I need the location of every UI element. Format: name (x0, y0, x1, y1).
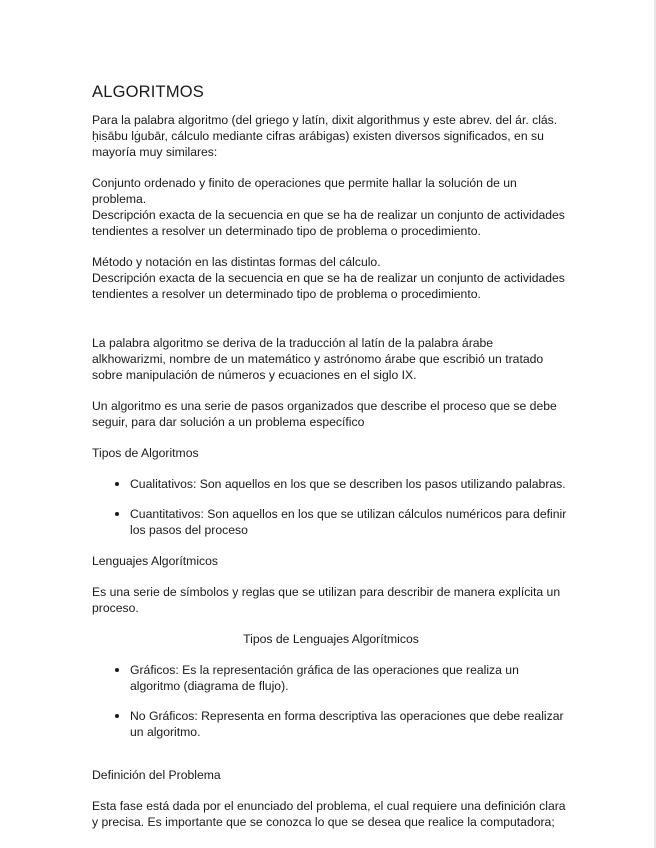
intro-paragraph: Para la palabra algoritmo (del griego y latín, dixit algorithmus y este abrev. del ár. clás. ḥisābu lġubār, cálculo mediante cifras arábigas) existen diversos significados, en su mayoría muy similares: (92, 113, 558, 159)
bullet-icon (115, 714, 119, 718)
list-item-text: Gráficos: Es la representación gráfica de las operaciones que realiza un algoritmo (diagrama de flujo). (130, 663, 519, 693)
bullet-icon (115, 668, 119, 672)
etymology-paragraph: La palabra algoritmo se deriva de la traducción al latín de la palabra árabe alkhowarizmi, nombre de un matemático y astrónomo árabe que escribió un tratado sobre manipulación de números y ecuaciones en el siglo IX. (92, 336, 544, 382)
list-item (92, 662, 570, 694)
languages-heading: Lenguajes Algorítmicos (92, 554, 219, 568)
document-body (92, 82, 570, 830)
list-item (92, 506, 570, 538)
problem-heading: Definición del Problema (92, 768, 221, 782)
bullet-icon (115, 512, 119, 516)
definition-4: Descripción exacta de la secuencia en que se ha de realizar un conjunto de actividades tendientes a resolver un determinado tipo de problema o procedimiento. (92, 271, 565, 301)
list-item-text: Cuantitativos: Son aquellos en los que se utilizan cálculos numéricos para definir los pasos del proceso (130, 507, 567, 537)
bullet-icon (115, 482, 119, 486)
language-types-heading: Tipos de Lenguajes Algorítmicos (243, 632, 419, 646)
list-item (92, 708, 570, 740)
definition-1: Conjunto ordenado y finito de operaciones que permite hallar la solución de un problema. (92, 176, 517, 206)
list-item-text: Cualitativos: Son aquellos en los que se describen los pasos utilizando palabras. (130, 477, 566, 491)
algorithm-definition: Un algoritmo es una serie de pasos organizados que describe el proceso que se debe seguir, para dar solución a un problema específico (92, 399, 557, 429)
types-list (92, 476, 570, 538)
page-title: ALGORITMOS (92, 83, 205, 101)
list-item (92, 476, 570, 492)
types-heading: Tipos de Algoritmos (92, 446, 199, 460)
definition-3: Método y notación en las distintas formas del cálculo. (92, 255, 381, 269)
problem-paragraph: Esta fase está dada por el enunciado del problema, el cual requiere una definición clara y precisa. Es importante que se conozca lo que se desea que realice la computadora; (92, 799, 566, 829)
list-item-text: No Gráficos: Representa en forma descriptiva las operaciones que debe realizar un algoritmo. (130, 709, 564, 739)
definition-2: Descripción exacta de la secuencia en que se ha de realizar un conjunto de actividades tendientes a resolver un determinado tipo de problema o procedimiento. (92, 208, 565, 238)
language-types-list (92, 662, 570, 740)
languages-definition: Es una serie de símbolos y reglas que se utilizan para describir de manera explícita un proceso. (92, 585, 561, 615)
